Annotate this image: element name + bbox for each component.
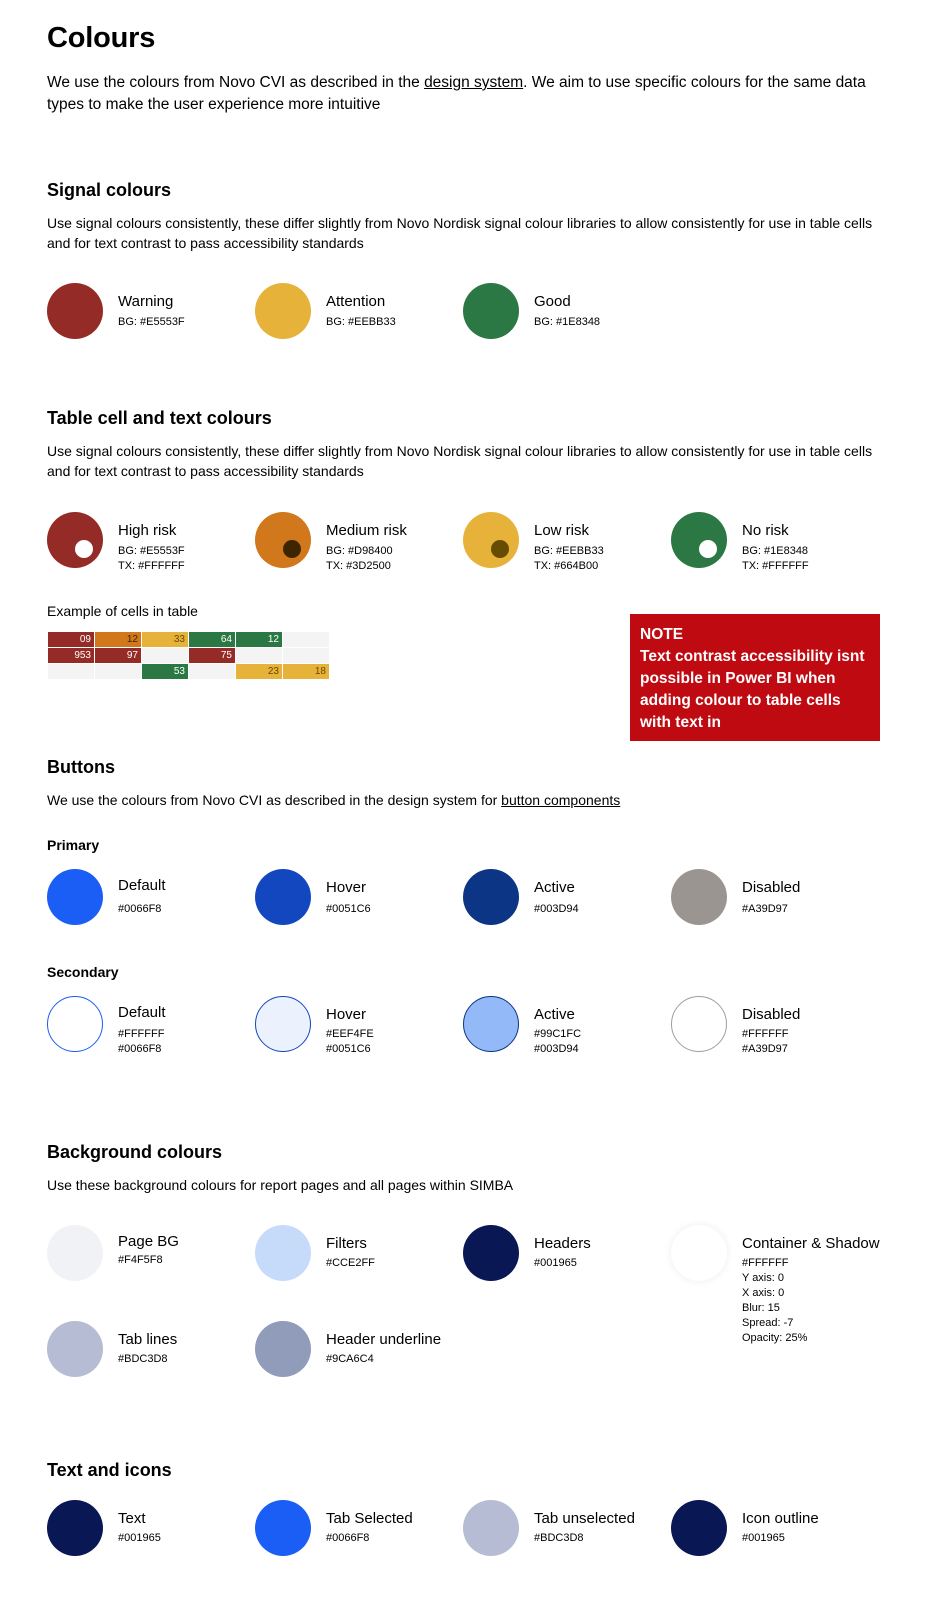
color-circle (47, 1321, 103, 1377)
swatch-headers (463, 1225, 663, 1285)
swatch-code: TX: #FFFFFF (118, 560, 185, 572)
color-circle (463, 996, 519, 1052)
swatch-warning (47, 283, 247, 343)
note-box (630, 614, 880, 741)
swatch-code: BG: #EEBB33 (534, 545, 604, 557)
intro-text: We use the colours from Novo CVI as described in the design system. We aim to use specific colours for the same data types to make the user experience more intuitive (47, 74, 866, 113)
table-cell: 09 (48, 632, 95, 648)
swatch-label: Default (118, 877, 166, 894)
swatch-primary-default (47, 869, 247, 929)
signal-heading: Signal colours (47, 180, 172, 200)
swatch-label: Warning (118, 293, 174, 310)
table-cell (283, 632, 330, 648)
swatch-code: #EEF4FE (326, 1028, 374, 1040)
buttons-desc: We use the colours from Novo CVI as described in the design system for button components (47, 792, 621, 808)
color-circle (671, 1225, 727, 1281)
color-circle (255, 1321, 311, 1377)
table-cell (189, 664, 236, 680)
color-circle (47, 283, 103, 339)
color-circle (463, 869, 519, 925)
text-color-dot (283, 540, 301, 558)
button-components-link[interactable]: button components (501, 792, 621, 808)
swatch-code: BG: #D98400 (326, 545, 393, 557)
color-circle (463, 283, 519, 339)
swatch-primary-disabled (671, 869, 871, 929)
swatch-good (463, 283, 663, 343)
table-colours-heading: Table cell and text colours (47, 408, 272, 428)
swatch-code: Opacity: 25% (742, 1332, 808, 1344)
color-circle (671, 1500, 727, 1556)
swatch-primary-hover (255, 869, 455, 929)
design-system-link[interactable]: design system (424, 74, 524, 91)
text-color-dot (75, 540, 93, 558)
swatch-code: Spread: -7 (742, 1317, 794, 1329)
signal-desc: Use signal colours consistently, these differ slightly from Novo Nordisk signal colour libraries to allow consistently for use in table cells and for text contrast to pass accessibility standards (47, 215, 873, 251)
table-cell: 23 (236, 664, 283, 680)
color-circle (671, 869, 727, 925)
table-cell: 97 (95, 648, 142, 664)
table-cell: 75 (189, 648, 236, 664)
swatch-label: Hover (326, 1006, 367, 1023)
swatch-code: #FFFFFF (118, 1028, 165, 1040)
swatch-header-underline (255, 1321, 455, 1381)
table-row (48, 632, 330, 648)
swatch-code: #99C1FC (534, 1028, 582, 1040)
swatch-primary-active (463, 869, 663, 929)
color-circle (255, 869, 311, 925)
color-circle (47, 869, 103, 925)
swatch-code: #FFFFFF (742, 1257, 789, 1269)
swatch-secondary-disabled (671, 996, 871, 1056)
swatch-page-bg (47, 1225, 247, 1285)
table-cell (142, 648, 189, 664)
swatch-code: BG: #E5553F (118, 545, 185, 557)
swatch-label: Tab lines (118, 1331, 178, 1348)
swatch-code: Blur: 15 (742, 1302, 780, 1314)
color-circle (671, 512, 727, 568)
swatch-code: #0051C6 (326, 903, 371, 915)
swatch-label: Good (534, 293, 571, 310)
swatch-label: High risk (118, 522, 177, 539)
swatch-icon-outline (671, 1500, 871, 1560)
buttons-heading: Buttons (47, 757, 115, 777)
table-cell (283, 648, 330, 664)
swatch-code: #FFFFFF (742, 1028, 789, 1040)
table-cell: 12 (236, 632, 283, 648)
note-text: Text contrast accessibility isnt possible in Power BI when adding colour to table cells with text in (640, 648, 865, 731)
swatch-label: Disabled (742, 1006, 801, 1023)
text-color-dot (491, 540, 509, 558)
example-table-label: Example of cells in table (47, 603, 198, 619)
table-cell: 64 (189, 632, 236, 648)
swatch-secondary-active (463, 996, 663, 1056)
table-cell: 53 (142, 664, 189, 680)
color-circle (47, 1225, 103, 1281)
table-colours-desc: Use signal colours consistently, these differ slightly from Novo Nordisk signal colour libraries to allow consistently for use in table cells and for text contrast to pass accessibility standards (47, 443, 873, 479)
swatch-label: Default (118, 1004, 166, 1021)
swatch-label: Hover (326, 879, 367, 896)
swatch-code: BG: #E5553F (118, 316, 185, 328)
swatch-code: #003D94 (534, 1043, 579, 1055)
color-circle (463, 512, 519, 568)
swatch-code: #BDC3D8 (534, 1532, 584, 1544)
table-cell: 18 (283, 664, 330, 680)
color-circle (47, 996, 103, 1052)
background-desc: Use these background colours for report pages and all pages within SIMBA (47, 1177, 514, 1193)
swatch-code: #0066F8 (326, 1532, 370, 1544)
swatch-label: Header underline (326, 1331, 442, 1348)
color-circle (463, 1500, 519, 1556)
swatch-label: Low risk (534, 522, 590, 539)
swatch-secondary-default (47, 996, 247, 1056)
color-circle (463, 1225, 519, 1281)
table-cell: 953 (48, 648, 95, 664)
swatch-code: TX: #3D2500 (326, 560, 391, 572)
color-circle (255, 1225, 311, 1281)
swatch-code: BG: #EEBB33 (326, 316, 396, 328)
swatch-code: #0051C6 (326, 1043, 371, 1055)
table-cell: 12 (95, 632, 142, 648)
table-row (48, 664, 330, 680)
swatch-code: TX: #FFFFFF (742, 560, 809, 572)
swatch-code: #0066F8 (118, 1043, 162, 1055)
swatch-low-risk (463, 512, 663, 572)
swatch-label: Page BG (118, 1233, 179, 1250)
swatch-attention (255, 283, 455, 343)
swatch-container-shadow (671, 1225, 901, 1355)
page-title: Colours (47, 22, 156, 54)
primary-heading: Primary (47, 837, 100, 853)
secondary-heading: Secondary (47, 964, 119, 980)
text-color-dot (699, 540, 717, 558)
swatch-secondary-hover (255, 996, 455, 1056)
swatch-code: BG: #1E8348 (742, 545, 809, 557)
swatch-filters (255, 1225, 455, 1285)
background-heading: Background colours (47, 1142, 223, 1162)
swatch-label: Medium risk (326, 522, 407, 539)
swatch-code: TX: #664B00 (534, 560, 599, 572)
table-row (48, 648, 330, 664)
swatch-code: #003D94 (534, 903, 579, 915)
color-circle (255, 1500, 311, 1556)
swatch-label: Active (534, 1006, 575, 1023)
swatch-code: X axis: 0 (742, 1287, 785, 1299)
example-table (47, 631, 330, 680)
swatch-label: Active (534, 879, 575, 896)
text-icons-heading: Text and icons (47, 1460, 172, 1480)
swatch-medium-risk (255, 512, 455, 572)
swatch-label: Container & Shadow (742, 1235, 880, 1252)
swatch-label: Text (118, 1510, 146, 1527)
color-circle (671, 996, 727, 1052)
swatch-label: Filters (326, 1235, 367, 1252)
note-title: NOTE (640, 626, 684, 643)
swatch-code: #A39D97 (742, 1043, 788, 1055)
swatch-code: BG: #1E8348 (534, 316, 601, 328)
table-cell: 33 (142, 632, 189, 648)
swatch-label: Tab unselected (534, 1510, 635, 1527)
swatch-label: No risk (742, 522, 789, 539)
swatch-label: Headers (534, 1235, 591, 1252)
swatch-label: Attention (326, 293, 386, 310)
color-circle (255, 996, 311, 1052)
swatch-high-risk (47, 512, 247, 572)
swatch-label: Disabled (742, 879, 801, 896)
table-cell (95, 664, 142, 680)
swatch-code: #9CA6C4 (326, 1353, 374, 1365)
swatch-label: Icon outline (742, 1510, 819, 1527)
swatch-code: #A39D97 (742, 903, 788, 915)
table-cell (236, 648, 283, 664)
swatch-code: Y axis: 0 (742, 1272, 784, 1284)
swatch-text (47, 1500, 247, 1560)
color-circle (255, 512, 311, 568)
color-circle (47, 512, 103, 568)
swatch-tab-unselected (463, 1500, 663, 1560)
swatch-label: Tab Selected (326, 1510, 413, 1527)
color-circle (255, 283, 311, 339)
swatch-tab-lines (47, 1321, 247, 1381)
swatch-code: #001965 (742, 1532, 785, 1544)
swatch-code: #CCE2FF (326, 1257, 375, 1269)
color-circle (47, 1500, 103, 1556)
swatch-tab-selected (255, 1500, 455, 1560)
swatch-code: #F4F5F8 (118, 1254, 163, 1266)
swatch-no-risk (671, 512, 871, 572)
table-cell (48, 664, 95, 680)
swatch-code: #001965 (118, 1532, 161, 1544)
swatch-code: #001965 (534, 1257, 577, 1269)
swatch-code: #BDC3D8 (118, 1353, 168, 1365)
swatch-code: #0066F8 (118, 903, 162, 915)
